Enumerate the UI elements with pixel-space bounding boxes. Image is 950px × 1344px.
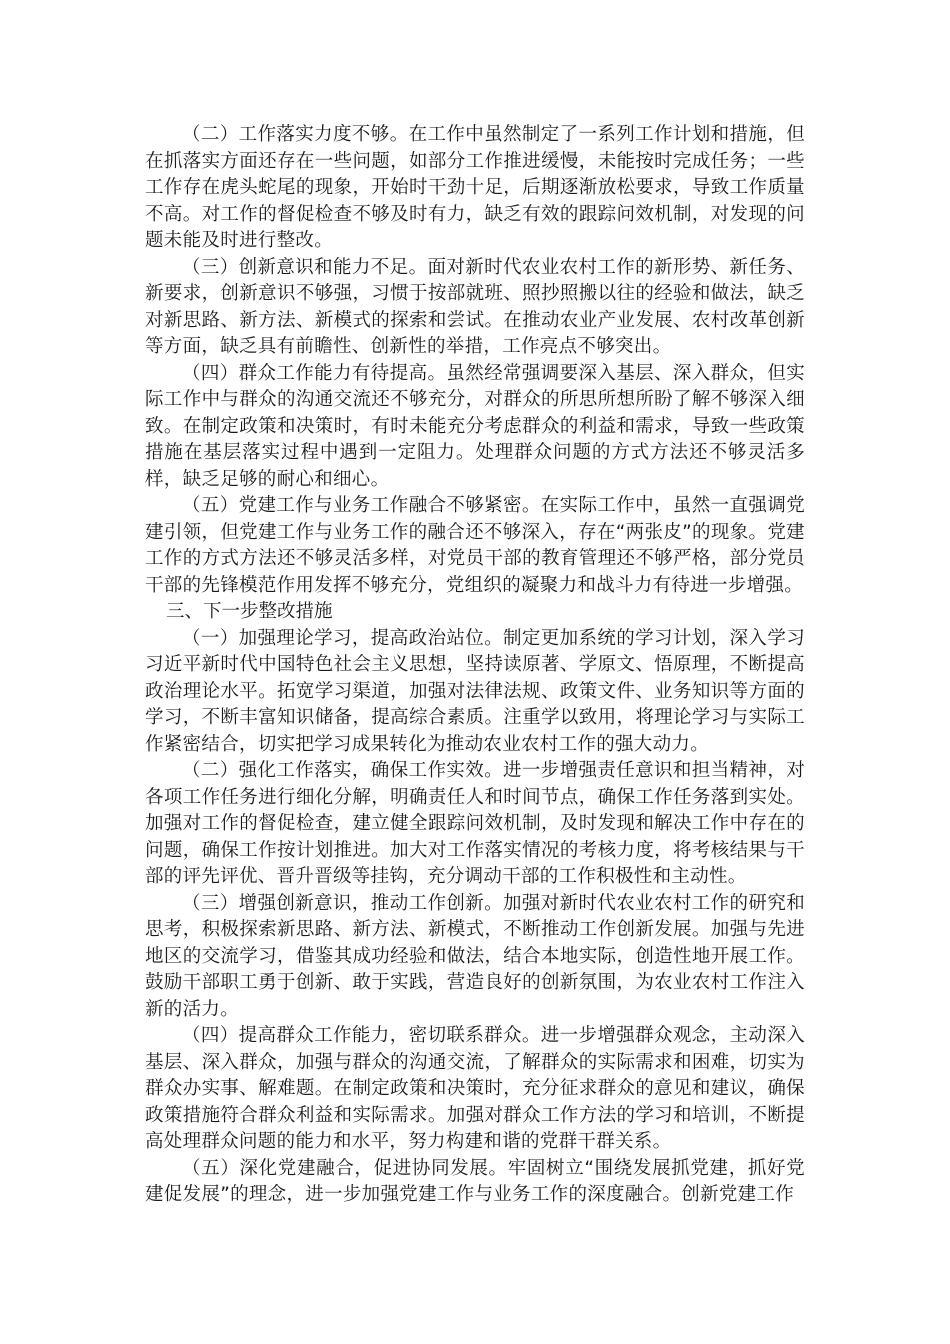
paragraph-enhance-innovation: （三）增强创新意识，推动工作创新。加强对新时代农业农村工作的研究和思考，积极探索新思路、新方法、新模式，不断推动工作创新发展。加强与先进地区的交流学习，借鉴其成功经验和做法，结合本地实际，创造性地开展工作。鼓励干部职工勇于创新、敢于实践，营造良好的创新氛围，为农业农村工作注入新的活力。 bbox=[145, 892, 805, 1020]
paragraph-improve-mass-work: （四）提高群众工作能力，密切联系群众。进一步增强群众观念，主动深入基层、深入群众，加强与群众的沟通交流，了解群众的实际需求和困难，切实为群众办实事、解难题。在制定政策和决策时，充分征求群众的意见和建议，确保政策措施符合群众利益和实际需求。加强对群众工作方法的学习和培训，不断提高处理群众问题的能力和水平，努力构建和谐的党群干群关系。 bbox=[145, 1025, 805, 1152]
paragraph-party-building-integration: （五）党建工作与业务工作融合不够紧密。在实际工作中，虽然一直强调党建引领，但党建工作与业务工作的融合还不够深入，存在“两张皮”的现象。党建工作的方式方法还不够灵活多样，对党员干部的教育管理还不够严格，部分党员干部的先锋模范作用发挥不够充分，党组织的凝聚力和战斗力有待进一步增强。 bbox=[145, 495, 805, 596]
paragraph-innovation-ability: （三）创新意识和能力不足。面对新时代农业农村工作的新形势、新任务、新要求，创新意识不够强，习惯于按部就班、照抄照搬以往的经验和做法，缺乏对新思路、新方法、新模式的探索和尝试。在推动农业产业发展、农村改革创新等方面，缺乏具有前瞻性、创新性的举措，工作亮点不够突出。 bbox=[145, 256, 805, 357]
paragraph-strengthen-implementation: （二）强化工作落实，确保工作实效。进一步增强责任意识和担当精神，对各项工作任务进行细化分解，明确责任人和时间节点，确保工作任务落到实处。加强对工作的督促检查，建立健全跟踪问效机制，及时发现和解决工作中存在的问题，确保工作按计划推进。加大对工作落实情况的考核力度，将考核结果与干部的评先评优、晋升晋级等挂钩，充分调动干部的工作积极性和主动性。 bbox=[145, 760, 805, 887]
paragraph-theory-study: （一）加强理论学习，提高政治站位。制定更加系统的学习计划，深入学习习近平新时代中国特色社会主义思想，坚持读原著、学原文、悟原理，不断提高政治理论水平。拓宽学习渠道，加强对法律法规、政策文件、业务知识等方面的学习，不断丰富知识储备，提高综合素质。注重学以致用，将理论学习与实际工作紧密结合，切实把学习成果转化为推动农业农村工作的强大动力。 bbox=[145, 627, 805, 755]
paragraph-deepen-party-building: （五）深化党建融合，促进协同发展。牢固树立“围绕发展抓党建，抓好党建促发展”的理念，进一步加强党建工作与业务工作的深度融合。创新党建工作 bbox=[145, 1157, 805, 1205]
section-heading-rectification: 三、下一步整改措施 bbox=[166, 601, 333, 622]
paragraph-mass-work: （四）群众工作能力有待提高。虽然经常强调要深入基层、深入群众，但实际工作中与群众的沟通交流还不够充分，对群众的所思所想所盼了解不够深入细致。在制定政策和决策时，有时未能充分考虑群众的利益和需求，导致一些政策措施在基层落实过程中遇到一定阻力。处理群众问题的方式方法还不够灵活多样，缺乏足够的耐心和细心。 bbox=[145, 362, 805, 490]
document-page bbox=[145, 122, 805, 1209]
paragraph-work-implementation: （二）工作落实力度不够。在工作中虽然制定了一系列工作计划和措施，但在抓落实方面还存在一些问题，如部分工作推进缓慢，未能按时完成任务；一些工作存在虎头蛇尾的现象，开始时干劲十足，后期逐渐放松要求，导致工作质量不高。对工作的督促检查不够及时有力，缺乏有效的跟踪问效机制，对发现的问题未能及时进行整改。 bbox=[145, 124, 805, 251]
